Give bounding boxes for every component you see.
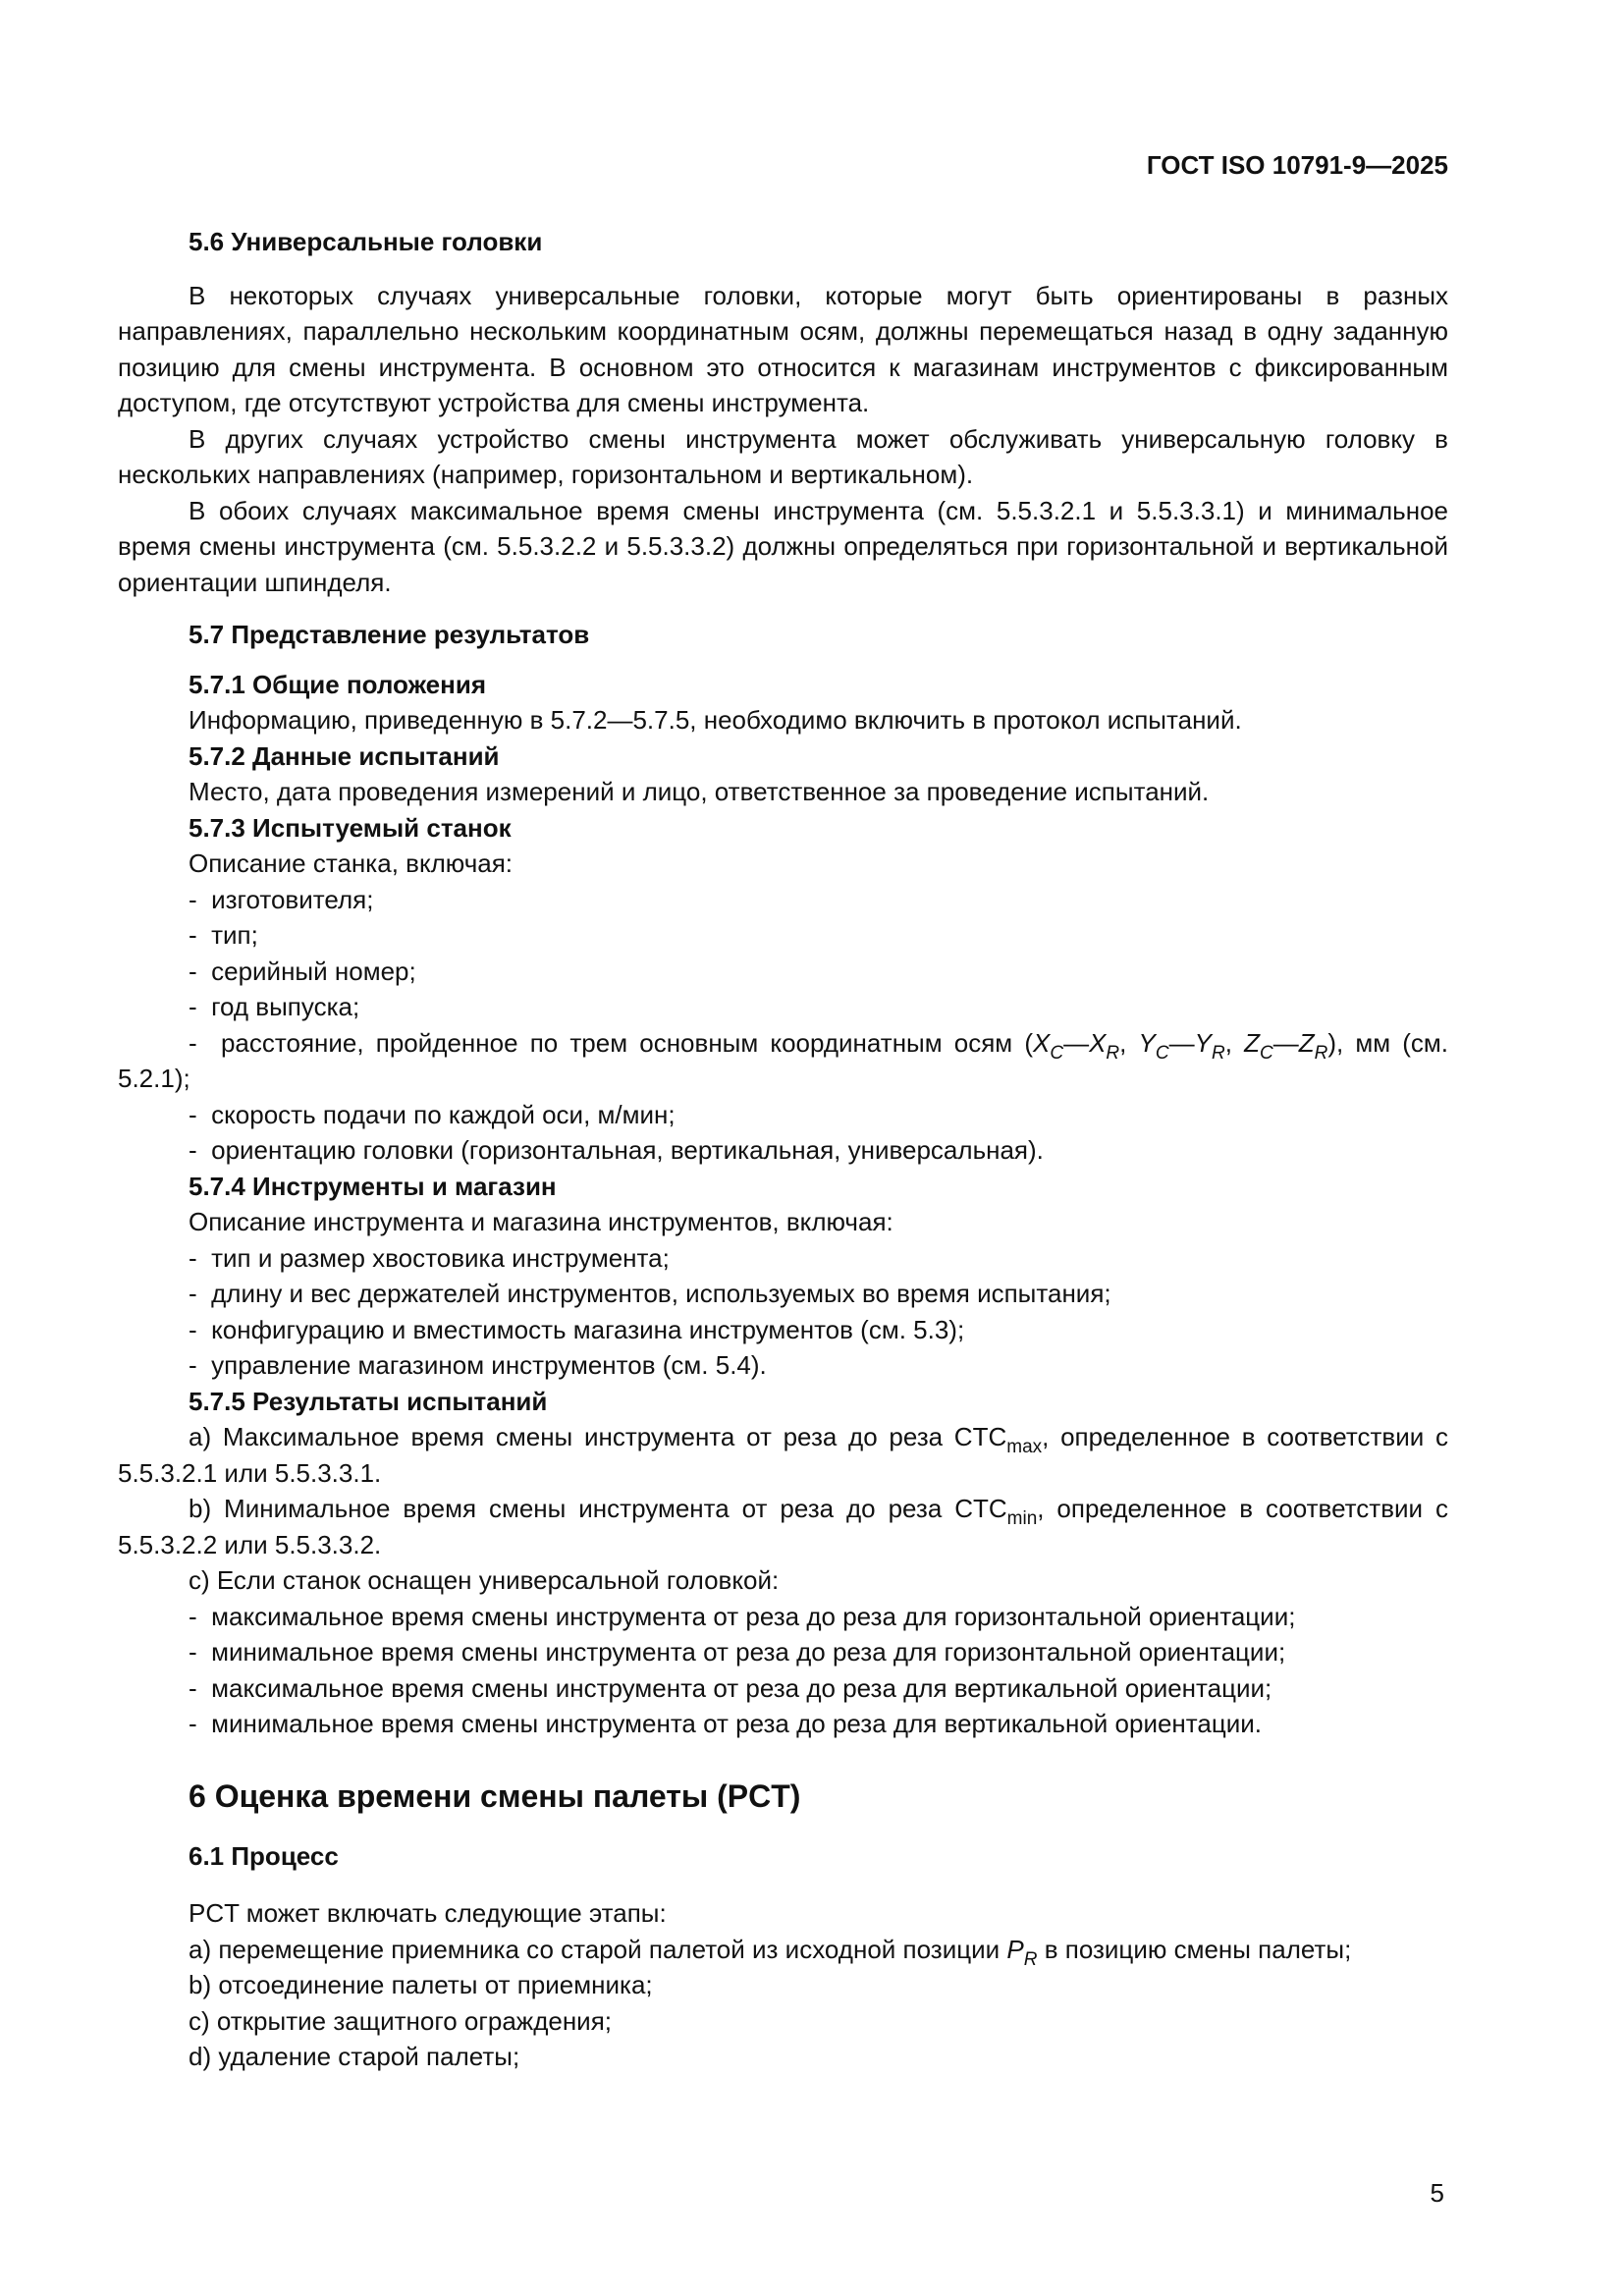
process-step-b: b) отсоединение палеты от приемника; [189,1970,653,1999]
doc-code-header: ГОСТ ISO 10791-9—2025 [1146,150,1448,180]
page-number: 5 [1430,2178,1444,2208]
process-step-d: d) удаление старой палеты; [189,2042,520,2071]
section-5-6-paragraph-2: В других случаях устройство смены инструмента может обслуживать универсальную головку в нескольких направлениях (например, горизонтальном и вертикальном). [118,423,1448,489]
section-5-7-1-heading: 5.7.1 Общие положения [189,669,486,699]
section-5-7-4-intro: Описание инструмента и магазина инструментов, включая: [189,1207,893,1236]
list-item: - серийный номер; [118,954,1448,990]
section-5-7-3-intro: Описание станка, включая: [189,848,514,878]
section-6-heading: 6 Оценка времени смены палеты (PCT) [189,1777,801,1814]
list-item-axes-distance: - расстояние, пройденное по трем основным координатным осям ($X_C—X_R$, $Y_C—Y_R$, $Z_C—Z_R$), мм (см. 5.2.1); [118,1025,1448,1097]
result-item-c: c) Если станок оснащен универсальной головкой: [189,1565,780,1595]
list-item: - длину и вес держателей инструментов, используемых во время испытания; [118,1276,1448,1312]
list-item: - тип; [118,917,1448,954]
result-item-b: b) Минимальное время смены инструмента от реза до реза $CTC_{min}$, определенное в соответствии с 5.5.3.2.2 или 5.5.3.3.2. [118,1494,1448,1559]
list-item: - максимальное время смены инструмента от реза до реза для горизонтальной ориентации; [118,1599,1448,1635]
result-item-a: a) Максимальное время смены инструмента от реза до реза $CTC_{max}$, определенное в соответствии с 5.5.3.2.1 или 5.5.3.3.1. [118,1422,1448,1488]
list-item: - минимальное время смены инструмента от реза до реза для вертикальной ориентации. [118,1706,1448,1742]
section-5-7-3-heading: 5.7.3 Испытуемый станок [189,812,512,843]
list-item: - тип и размер хвостовика инструмента; [118,1240,1448,1277]
section-5-6-heading: 5.6 Универсальные головки [189,227,543,256]
list-item: - минимальное время смены инструмента от реза до реза для горизонтальной ориентации; [118,1634,1448,1670]
section-5-7-5-heading: 5.7.5 Результаты испытаний [189,1386,548,1416]
list-item: - конфигурацию и вместимость магазина инструментов (см. 5.3); [118,1312,1448,1348]
section-5-7-2-heading: 5.7.2 Данные испытаний [189,740,500,771]
page-content [118,224,1448,2075]
list-item: - ориентацию головки (горизонтальная, вертикальная, универсальная). [118,1132,1448,1169]
list-item: - год выпуска; [118,989,1448,1025]
section-6-1-intro: PCT может включать следующие этапы: [189,1898,667,1928]
process-step-a: a) перемещение приемника со старой палетой из исходной позиции $P_R$ в позицию смены палеты; [189,1934,1352,1970]
section-5-6-paragraph-1: В некоторых случаях универсальные головки, которые могут быть ориентированы в разных направлениях, параллельно нескольким координатным осям, должны перемещаться назад в одну заданную позицию для смены инструмента. В основном это относится к магазинам инструментов с фиксированным доступом, где отсутствуют устройства для смены инструмента. [118,280,1448,417]
list-item: - изготовителя; [118,882,1448,918]
list-item: - максимальное время смены инструмента от реза до реза для вертикальной ориентации; [118,1670,1448,1707]
process-step-c: c) открытие защитного ограждения; [189,2005,613,2036]
section-6-1-heading: 6.1 Процесс [189,1840,339,1871]
section-5-7-heading: 5.7 Представление результатов [189,620,590,649]
list-item: - управление магазином инструментов (см. 5.4). [118,1347,1448,1384]
list-item: - скорость подачи по каждой оси, м/мин; [118,1097,1448,1133]
section-5-6-paragraph-3: В обоих случаях максимальное время смены инструмента (см. 5.5.3.2.1 и 5.5.3.3.1) и минимальное время смены инструмента (см. 5.5.3.2.2 и 5.5.3.3.2) должны определяться при горизонтальной и вертикальной ориентации шпинделя. [118,495,1448,597]
section-5-7-2-text: Место, дата проведения измерений и лицо, ответственное за проведение испытаний. [189,777,1210,806]
section-5-7-1-text: Информацию, приведенную в 5.7.2—5.7.5, необходимо включить в протокол испытаний. [189,705,1242,735]
section-5-7-4-heading: 5.7.4 Инструменты и магазин [189,1171,557,1201]
